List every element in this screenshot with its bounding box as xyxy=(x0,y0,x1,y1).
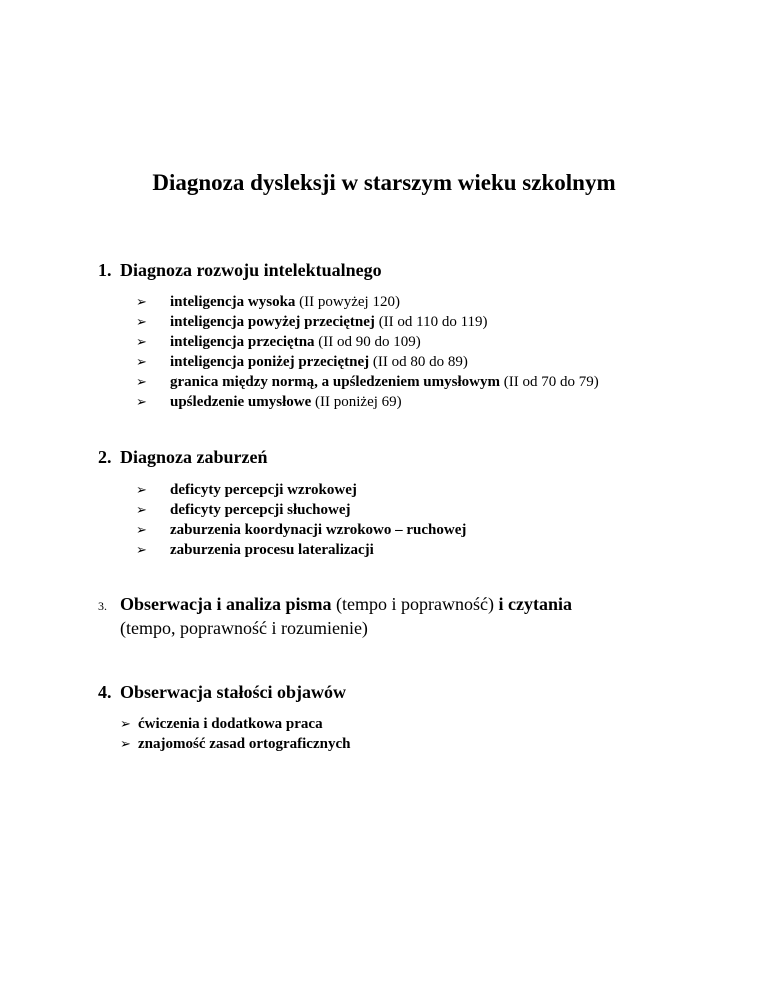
section-number: 1. xyxy=(98,260,112,280)
arrow-bullet-icon: ➢ xyxy=(136,482,147,497)
list-item: ➢ upśledzenie umysłowe (II poniżej 69) xyxy=(136,394,402,410)
page-title: Diagnoza dysleksji w starszym wieku szkolnym xyxy=(152,170,616,195)
list-item: ➢ inteligencja przeciętna (II od 90 do 109) xyxy=(136,334,421,350)
arrow-bullet-icon: ➢ xyxy=(120,736,131,751)
section-1 xyxy=(98,258,738,412)
list-item: ➢ inteligencja powyżej przeciętnej (II od 110 do 119) xyxy=(136,314,488,330)
bullet-list xyxy=(120,714,738,754)
bullet-list xyxy=(136,480,738,560)
arrow-bullet-icon: ➢ xyxy=(120,716,131,731)
arrow-bullet-icon: ➢ xyxy=(136,502,147,517)
section-heading-text: Diagnoza zaburzeń xyxy=(120,447,268,467)
section-heading: 3. Obserwacja i analiza pisma (tempo i poprawność) i czytania xyxy=(98,593,738,617)
arrow-bullet-icon: ➢ xyxy=(136,294,147,309)
section-heading-text: Obserwacja stałości objawów xyxy=(120,682,346,702)
list-item: ➢ inteligencja wysoka (II powyżej 120) xyxy=(136,294,400,310)
list-item: ➢ deficyty percepcji wzrokowej xyxy=(136,482,357,498)
arrow-bullet-icon: ➢ xyxy=(136,374,147,389)
list-item: ➢ inteligencja poniżej przeciętnej (II od 80 do 89) xyxy=(136,354,468,370)
list-item: ➢ znajomość zasad ortograficznych xyxy=(120,736,351,752)
section-2 xyxy=(98,445,738,560)
section-heading xyxy=(98,680,738,704)
section-number: 2. xyxy=(98,447,112,467)
list-item: ➢ deficyty percepcji słuchowej xyxy=(136,502,351,518)
section-number: 3. xyxy=(98,599,107,613)
bullet-list xyxy=(136,292,738,412)
section-number: 4. xyxy=(98,682,112,702)
section-heading xyxy=(98,445,738,469)
list-item: ➢ zaburzenia koordynacji wzrokowo – ruchowej xyxy=(136,522,467,538)
arrow-bullet-icon: ➢ xyxy=(136,522,147,537)
section-heading-line2: (tempo, poprawność i rozumienie) xyxy=(120,618,368,638)
list-item: ➢ granica między normą, a upśledzeniem umysłowym (II od 70 do 79) xyxy=(136,374,599,390)
section-heading xyxy=(98,258,738,282)
arrow-bullet-icon: ➢ xyxy=(136,394,147,409)
arrow-bullet-icon: ➢ xyxy=(136,542,147,557)
section-4 xyxy=(98,680,738,754)
arrow-bullet-icon: ➢ xyxy=(136,354,147,369)
list-item: ➢ ćwiczenia i dodatkowa praca xyxy=(120,716,323,732)
arrow-bullet-icon: ➢ xyxy=(136,314,147,329)
list-item: ➢ zaburzenia procesu lateralizacji xyxy=(136,542,374,558)
arrow-bullet-icon: ➢ xyxy=(136,334,147,349)
section-3 xyxy=(98,593,738,639)
section-heading-text: Diagnoza rozwoju intelektualnego xyxy=(120,260,382,280)
